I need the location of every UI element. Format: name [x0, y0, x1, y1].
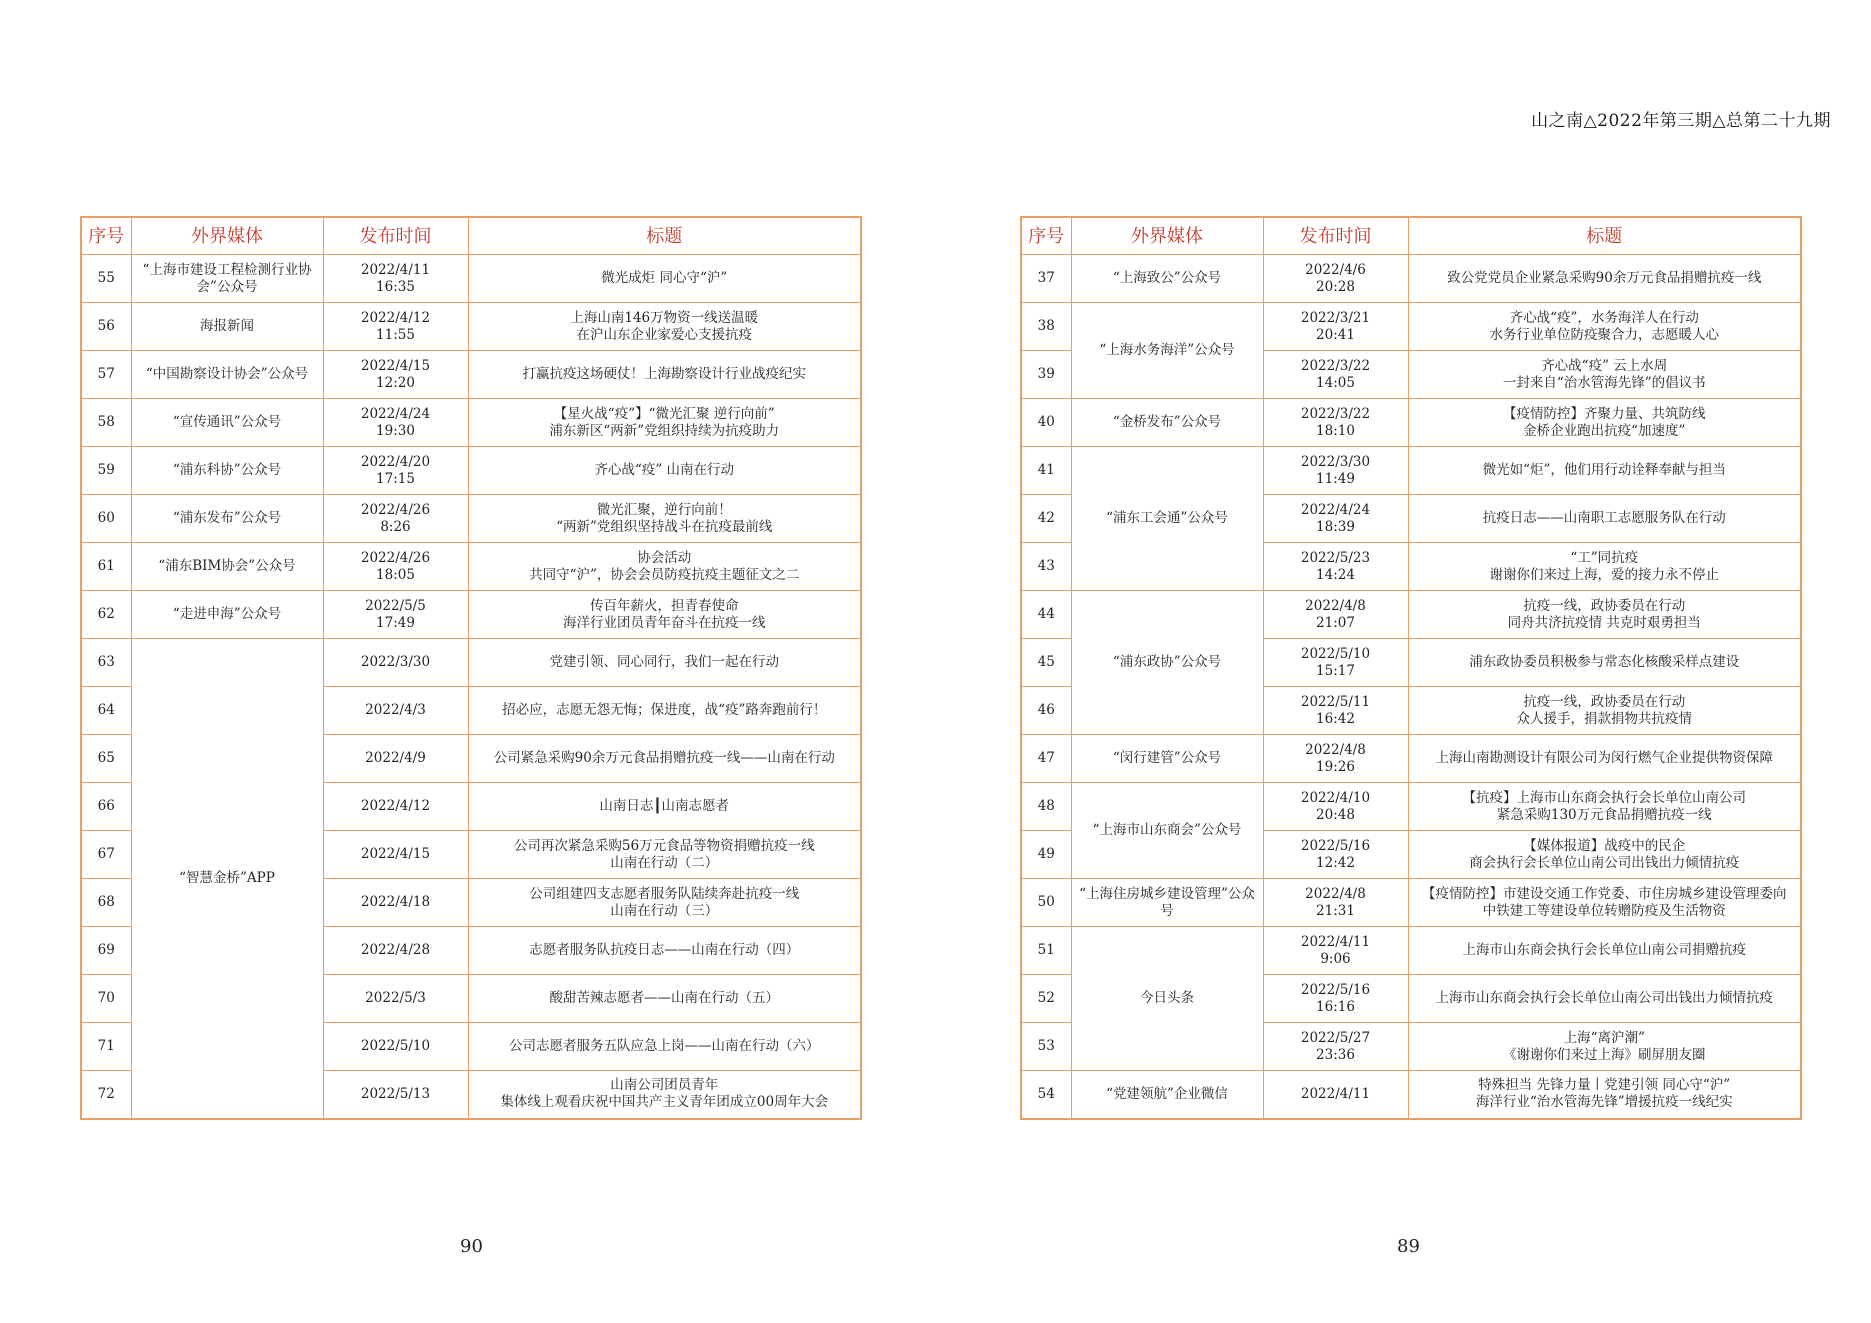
publish-time-line: 18:05	[376, 566, 415, 583]
article-title	[1408, 351, 1801, 399]
article-title-line: 党建引领、同心同行，我们一起在行动	[549, 654, 779, 670]
table-row	[81, 351, 861, 399]
article-title	[1408, 495, 1801, 543]
publish-time	[323, 1023, 468, 1071]
article-title	[1408, 447, 1801, 495]
row-number: 51	[1021, 927, 1071, 975]
article-title	[468, 1023, 861, 1071]
publish-time-line: 15:17	[1316, 662, 1355, 679]
column-header-time: 发布时间	[323, 217, 468, 255]
media-outlet: “中国勘察设计协会”公众号	[131, 351, 323, 399]
publish-time	[1263, 975, 1408, 1023]
article-title	[468, 687, 861, 735]
article-title	[1408, 879, 1801, 927]
table-row	[1021, 879, 1801, 927]
row-number: 69	[81, 927, 131, 975]
publish-time-line: 2022/5/27	[1300, 1029, 1371, 1046]
article-title	[468, 303, 861, 351]
article-title	[1408, 639, 1801, 687]
publish-time-line: 2022/4/12	[360, 309, 431, 326]
publish-time-line: 12:42	[1316, 854, 1355, 871]
article-title-line: 一封来自“治水管海先锋”的倡议书	[1502, 374, 1706, 391]
media-outlet: “上海市山东商会”公众号	[1071, 783, 1263, 879]
publish-time-line: 23:36	[1316, 1046, 1355, 1063]
publish-time-line: 2022/4/20	[360, 453, 431, 470]
publish-time	[1263, 495, 1408, 543]
article-title-line: 招必应，志愿无怨无悔；保进度，战“疫”路奔跑前行！	[502, 702, 827, 718]
article-title-line: 水务行业单位防疫聚合力，志愿暖人心	[1489, 326, 1719, 343]
publish-time-line: 2022/4/9	[365, 750, 426, 766]
article-title	[468, 783, 861, 831]
publish-time	[323, 591, 468, 639]
article-title-line: 《谢谢你们来过上海》刷屏朋友圈	[1503, 1046, 1706, 1063]
article-title-line: 致公党党员企业紧急采购90余万元食品捐赠抗疫一线	[1447, 270, 1762, 286]
column-header-number: 序号	[81, 217, 131, 255]
article-title	[1408, 303, 1801, 351]
row-number: 46	[1021, 687, 1071, 735]
column-header-time: 发布时间	[1263, 217, 1408, 255]
row-number: 60	[81, 495, 131, 543]
article-title-line: 微光如“炬”，他们用行动诠释奉献与担当	[1482, 462, 1726, 478]
publish-time-line: 18:39	[1316, 518, 1355, 535]
publish-time-line: 2022/4/15	[360, 846, 431, 862]
media-outlet: “浦东发布”公众号	[131, 495, 323, 543]
row-number: 37	[1021, 255, 1071, 303]
article-title-line: 众人援手，捐款捐物共抗疫情	[1516, 710, 1692, 727]
article-title-line: 齐心战“疫” 山南在行动	[594, 462, 735, 478]
column-header-number: 序号	[1021, 217, 1071, 255]
article-title-line: 上海市山东商会执行会长单位山南公司出钱出力倾情抗疫	[1435, 990, 1773, 1006]
row-number: 63	[81, 639, 131, 687]
media-coverage-table-left	[80, 216, 862, 1120]
article-title-line: 协会活动	[637, 549, 692, 566]
article-title-line: 公司组建四支志愿者服务队陆续奔赴抗疫一线	[529, 885, 800, 902]
publish-time-line: 19:26	[1316, 758, 1355, 775]
article-title	[468, 399, 861, 447]
publish-time-line: 2022/4/26	[360, 549, 431, 566]
article-title-line: 传百年薪火，担青春使命	[590, 597, 739, 614]
article-title	[1408, 927, 1801, 975]
publish-time	[1263, 447, 1408, 495]
publish-time-line: 17:15	[376, 470, 415, 487]
table-row	[81, 447, 861, 495]
article-title-line: 在沪山东企业家爱心支援抗疫	[576, 326, 752, 343]
article-title-line: 公司紧急采购90余万元食品捐赠抗疫一线——山南在行动	[493, 750, 835, 766]
column-header-title: 标题	[1408, 217, 1801, 255]
article-title	[468, 879, 861, 927]
publish-time-line: 2022/5/16	[1300, 837, 1371, 854]
article-title-line: 谢谢你们来过上海，爱的接力永不停止	[1489, 566, 1719, 583]
row-number: 40	[1021, 399, 1071, 447]
row-number: 56	[81, 303, 131, 351]
publish-time-line: 2022/5/13	[360, 1085, 431, 1102]
article-title-line: “两新”党组织坚持战斗在抗疫最前线	[556, 518, 773, 535]
article-title	[468, 447, 861, 495]
row-number: 66	[81, 783, 131, 831]
publish-time	[1263, 591, 1408, 639]
row-number: 47	[1021, 735, 1071, 783]
publish-time-line: 2022/5/5	[365, 597, 426, 614]
publish-time-line: 8:26	[380, 518, 411, 535]
row-number: 70	[81, 975, 131, 1023]
media-outlet: “党建领航”企业微信	[1071, 1071, 1263, 1119]
publish-time-line: 2022/4/18	[360, 894, 431, 910]
table-row	[1021, 591, 1801, 639]
row-number: 54	[1021, 1071, 1071, 1119]
publish-time	[1263, 543, 1408, 591]
publish-time	[323, 975, 468, 1023]
row-number: 53	[1021, 1023, 1071, 1071]
media-outlet: “浦东BIM协会”公众号	[131, 543, 323, 591]
article-title-line: 上海“离沪潮”	[1563, 1029, 1645, 1046]
article-title-line: 志愿者服务队抗疫日志——山南在行动（四）	[529, 942, 800, 958]
row-number: 59	[81, 447, 131, 495]
publish-time	[323, 255, 468, 303]
article-title-line: 打赢抗疫这场硬仗！上海勘察设计行业战疫纪实	[522, 366, 806, 382]
article-title	[1408, 975, 1801, 1023]
article-title-line: 抗疫一线，政协委员在行动	[1523, 693, 1686, 710]
publish-time-line: 2022/4/24	[360, 405, 431, 422]
article-title-line: 特殊担当 先锋力量丨党建引领 同心守“沪”	[1478, 1077, 1731, 1094]
article-title-line: 山南在行动（三）	[610, 902, 719, 919]
article-title-line: 公司再次紧急采购56万元食品等物资捐赠抗疫一线	[513, 837, 815, 854]
publish-time-line: 2022/4/8	[1305, 741, 1366, 758]
table-header-row	[81, 217, 861, 255]
column-header-media: 外界媒体	[1071, 217, 1263, 255]
media-coverage-table-right	[1020, 216, 1802, 1120]
publish-time-line: 14:05	[1316, 374, 1355, 391]
publish-time	[323, 495, 468, 543]
publish-time-line: 2022/5/10	[1300, 645, 1371, 662]
publish-time-line: 2022/4/12	[360, 798, 431, 814]
publish-time	[1263, 1071, 1408, 1119]
article-title-line: “工”同抗疫	[1570, 549, 1639, 566]
media-outlet: “金桥发布”公众号	[1071, 399, 1263, 447]
media-outlet: “浦东科协”公众号	[131, 447, 323, 495]
publish-time-line: 2022/3/21	[1300, 309, 1371, 326]
table-row	[81, 591, 861, 639]
media-outlet: “上海住房城乡建设管理”公众号	[1071, 879, 1263, 927]
article-title-line: 抗疫一线，政协委员在行动	[1523, 597, 1686, 614]
publish-time-line: 2022/3/22	[1300, 405, 1371, 422]
media-outlet: “上海致公”公众号	[1071, 255, 1263, 303]
article-title-line: 微光汇聚，逆行向前！	[596, 501, 732, 518]
media-outlet: “智慧金桥”APP	[131, 639, 323, 1119]
publish-time	[1263, 255, 1408, 303]
row-number: 65	[81, 735, 131, 783]
publish-time	[323, 543, 468, 591]
article-title	[468, 831, 861, 879]
row-number: 45	[1021, 639, 1071, 687]
article-title	[1408, 831, 1801, 879]
publish-time	[1263, 303, 1408, 351]
article-title-line: 海洋行业团员青年奋斗在抗疫一线	[563, 614, 766, 631]
article-title	[1408, 591, 1801, 639]
publish-time-line: 16:35	[376, 278, 415, 295]
publish-time-line: 2022/5/11	[1300, 693, 1371, 710]
row-number: 52	[1021, 975, 1071, 1023]
publish-time-line: 16:42	[1316, 710, 1355, 727]
media-outlet: “闵行建管”公众号	[1071, 735, 1263, 783]
table-row	[1021, 447, 1801, 495]
publish-time	[323, 687, 468, 735]
publish-time	[323, 351, 468, 399]
publish-time	[1263, 351, 1408, 399]
table-body-left	[81, 255, 861, 1119]
publish-time-line: 20:28	[1316, 278, 1355, 295]
table-row	[81, 543, 861, 591]
table-row	[1021, 255, 1801, 303]
table-row	[1021, 399, 1801, 447]
article-title	[468, 735, 861, 783]
publish-time	[323, 735, 468, 783]
row-number: 72	[81, 1071, 131, 1119]
article-title-line: 公司志愿者服务五队应急上岗——山南在行动（六）	[509, 1038, 820, 1054]
publish-time-line: 2022/4/11	[1300, 933, 1371, 950]
article-title-line: 上海山南勘测设计有限公司为闵行燃气企业提供物资保障	[1435, 750, 1773, 766]
article-title-line: 【抗疫】上海市山东商会执行会长单位山南公司	[1462, 789, 1746, 806]
article-title-line: 齐心战“疫” 云上水周	[1541, 357, 1668, 374]
running-header: 山之南△2022年第三期△总第二十九期	[1531, 111, 1831, 131]
publish-time-line: 2022/3/30	[360, 654, 431, 670]
publish-time-line: 2022/4/28	[360, 942, 431, 958]
table-row	[81, 303, 861, 351]
article-title-line: 微光成炬 同心守“沪”	[601, 270, 728, 286]
publish-time-line: 20:41	[1316, 326, 1355, 343]
article-title	[468, 1071, 861, 1119]
media-outlet: 今日头条	[1071, 927, 1263, 1071]
article-title	[1408, 543, 1801, 591]
column-header-media: 外界媒体	[131, 217, 323, 255]
row-number: 44	[1021, 591, 1071, 639]
article-title-line: 浦东新区“两新”党组织持续为抗疫助力	[549, 422, 780, 439]
row-number: 58	[81, 399, 131, 447]
row-number: 61	[81, 543, 131, 591]
table-row	[1021, 783, 1801, 831]
row-number: 67	[81, 831, 131, 879]
table-row	[81, 639, 861, 687]
row-number: 42	[1021, 495, 1071, 543]
article-title-line: 商会执行会长单位山南公司出钱出力倾情抗疫	[1469, 854, 1740, 871]
publish-time-line: 2022/5/10	[360, 1038, 431, 1054]
article-title	[1408, 783, 1801, 831]
publish-time-line: 2022/4/26	[360, 501, 431, 518]
publish-time-line: 2022/4/24	[1300, 501, 1371, 518]
table-row	[1021, 735, 1801, 783]
publish-time	[1263, 783, 1408, 831]
publish-time	[1263, 879, 1408, 927]
row-number: 57	[81, 351, 131, 399]
publish-time-line: 9:06	[1320, 950, 1351, 967]
media-outlet: “走进申海”公众号	[131, 591, 323, 639]
page-number-right: 89	[1397, 1236, 1420, 1257]
publish-time-line: 2022/3/22	[1300, 357, 1371, 374]
article-title	[1408, 399, 1801, 447]
media-outlet: “浦东政协”公众号	[1071, 591, 1263, 735]
row-number: 38	[1021, 303, 1071, 351]
publish-time-line: 16:16	[1316, 998, 1355, 1015]
publish-time-line: 2022/4/3	[365, 702, 426, 718]
publish-time	[323, 303, 468, 351]
publish-time	[323, 1071, 468, 1119]
publish-time	[323, 447, 468, 495]
publish-time-line: 11:55	[376, 326, 415, 343]
article-title	[468, 255, 861, 303]
publish-time-line: 12:20	[376, 374, 415, 391]
publish-time-line: 17:49	[376, 614, 415, 631]
publish-time	[323, 399, 468, 447]
publish-time	[323, 879, 468, 927]
column-header-title: 标题	[468, 217, 861, 255]
row-number: 41	[1021, 447, 1071, 495]
publish-time-line: 2022/3/30	[1300, 453, 1371, 470]
article-title-line: 中铁建工等建设单位转赠防疫及生活物资	[1482, 902, 1726, 919]
row-number: 62	[81, 591, 131, 639]
article-title	[1408, 735, 1801, 783]
article-title-line: 【疫情防控】市建设交通工作党委、市住房城乡建设管理委向	[1422, 885, 1787, 902]
article-title	[468, 495, 861, 543]
publish-time-line: 2022/4/6	[1305, 261, 1366, 278]
table-row	[1021, 1071, 1801, 1119]
row-number: 49	[1021, 831, 1071, 879]
publish-time-line: 2022/5/23	[1300, 549, 1371, 566]
row-number: 48	[1021, 783, 1071, 831]
publish-time	[323, 927, 468, 975]
article-title	[1408, 1071, 1801, 1119]
publish-time-line: 2022/4/15	[360, 357, 431, 374]
article-title	[468, 639, 861, 687]
article-title	[468, 351, 861, 399]
article-title-line: 抗疫日志——山南职工志愿服务队在行动	[1482, 510, 1726, 526]
article-title-line: 【媒体报道】战疫中的民企	[1523, 837, 1686, 854]
table-row	[1021, 303, 1801, 351]
article-title	[1408, 687, 1801, 735]
publish-time	[1263, 927, 1408, 975]
article-title	[468, 927, 861, 975]
media-outlet: “浦东工会通”公众号	[1071, 447, 1263, 591]
publish-time-line: 2022/5/16	[1300, 981, 1371, 998]
article-title-line: 上海市山东商会执行会长单位山南公司捐赠抗疫	[1462, 942, 1746, 958]
article-title-line: 山南公司团员青年	[610, 1077, 719, 1094]
table-row	[81, 255, 861, 303]
publish-time-line: 2022/4/11	[1300, 1085, 1371, 1102]
row-number: 43	[1021, 543, 1071, 591]
publish-time	[1263, 399, 1408, 447]
table-row	[1021, 927, 1801, 975]
article-title-line: 【星火战“疫”】“微光汇聚 逆行向前”	[553, 405, 775, 422]
publish-time-line: 21:07	[1316, 614, 1355, 631]
publish-time-line: 2022/4/8	[1305, 885, 1366, 902]
publish-time	[323, 831, 468, 879]
article-title-line: 集体线上观看庆祝中国共产主义青年团成立00周年大会	[500, 1094, 829, 1111]
publish-time-line: 2022/5/3	[365, 990, 426, 1006]
publish-time	[1263, 687, 1408, 735]
article-title	[468, 975, 861, 1023]
article-title	[468, 591, 861, 639]
publish-time-line: 2022/4/10	[1300, 789, 1371, 806]
page-number-left: 90	[460, 1236, 483, 1257]
row-number: 55	[81, 255, 131, 303]
publish-time-line: 2022/4/11	[360, 261, 431, 278]
publish-time-line: 19:30	[376, 422, 415, 439]
article-title	[1408, 255, 1801, 303]
row-number: 39	[1021, 351, 1071, 399]
table-row	[81, 399, 861, 447]
publish-time-line: 14:24	[1316, 566, 1355, 583]
row-number: 50	[1021, 879, 1071, 927]
media-outlet: “上海水务海洋”公众号	[1071, 303, 1263, 399]
publish-time	[323, 783, 468, 831]
article-title-line: 上海山南146万物资一线送温暖	[570, 309, 759, 326]
article-title-line: 【疫情防控】齐聚力量、共筑防线	[1503, 405, 1706, 422]
article-title-line: 共同守“沪”，协会会员防疫抗疫主题征文之二	[529, 566, 800, 583]
article-title-line: 同舟共济抗疫情 共克时艰勇担当	[1507, 614, 1701, 631]
media-outlet: “上海市建设工程检测行业协会”公众号	[131, 255, 323, 303]
article-title-line: 海洋行业“治水管海先锋”增援抗疫一线纪实	[1475, 1094, 1733, 1111]
table-body-right	[1021, 255, 1801, 1119]
publish-time-line: 2022/4/8	[1305, 597, 1366, 614]
row-number: 71	[81, 1023, 131, 1071]
publish-time-line: 18:10	[1316, 422, 1355, 439]
publish-time	[1263, 639, 1408, 687]
article-title-line: 酸甜苦辣志愿者——山南在行动（五）	[549, 990, 779, 1006]
article-title-line: 齐心战“疫”，水务海洋人在行动	[1509, 309, 1699, 326]
article-title-line: 紧急采购130万元食品捐赠抗疫一线	[1496, 806, 1712, 823]
article-title-line: 山南在行动（二）	[610, 854, 719, 871]
media-outlet: 海报新闻	[131, 303, 323, 351]
article-title	[468, 543, 861, 591]
media-outlet: “宣传通讯”公众号	[131, 399, 323, 447]
publish-time	[1263, 831, 1408, 879]
row-number: 68	[81, 879, 131, 927]
publish-time-line: 20:48	[1316, 806, 1355, 823]
row-number: 64	[81, 687, 131, 735]
publish-time	[1263, 735, 1408, 783]
table-header-row	[1021, 217, 1801, 255]
publish-time	[1263, 1023, 1408, 1071]
article-title-line: 金桥企业跑出抗疫“加速度”	[1523, 422, 1686, 439]
article-title-line: 浦东政协委员积极参与常态化核酸采样点建设	[1469, 654, 1740, 670]
article-title	[1408, 1023, 1801, 1071]
article-title-line: 山南日志┃山南志愿者	[599, 798, 730, 814]
table-row	[81, 495, 861, 543]
publish-time-line: 11:49	[1316, 470, 1355, 487]
publish-time	[323, 639, 468, 687]
publish-time-line: 21:31	[1316, 902, 1355, 919]
